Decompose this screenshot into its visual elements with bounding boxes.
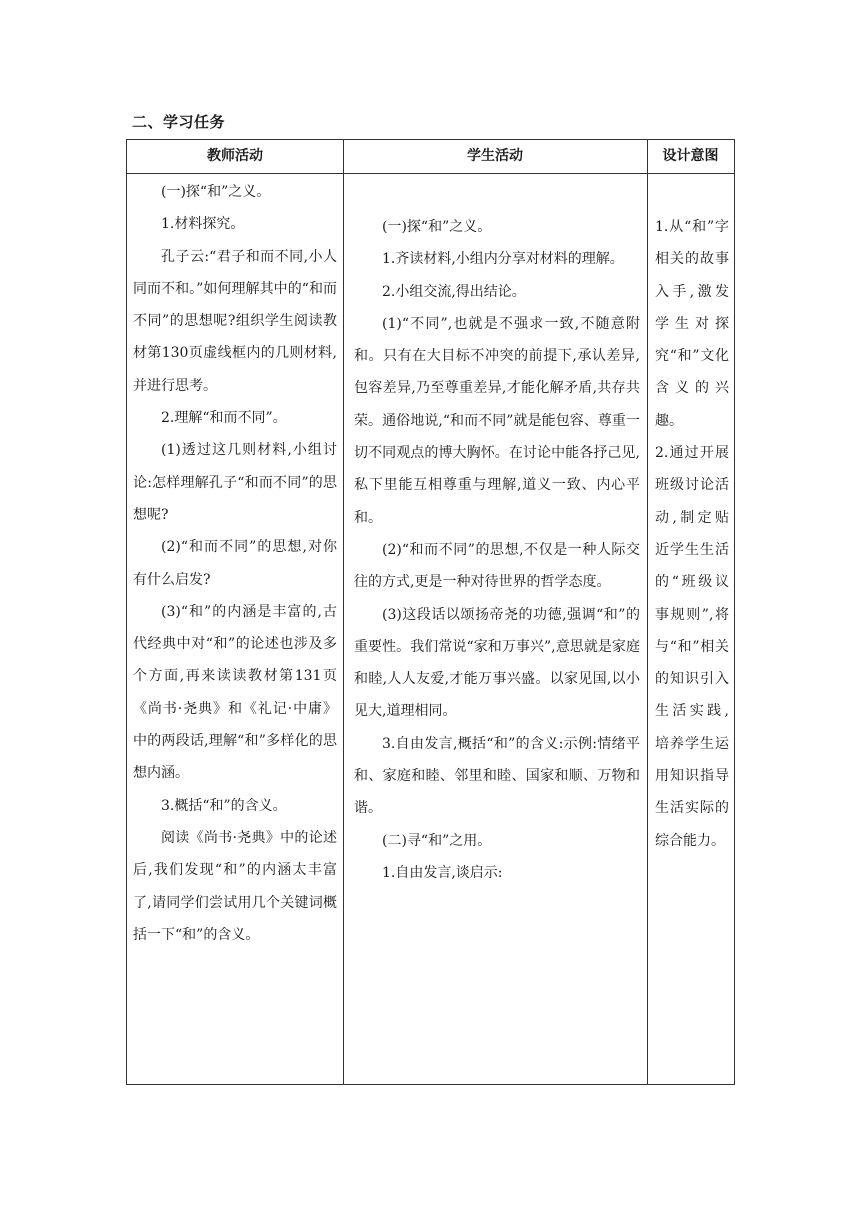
- teacher-paragraph: (一)探“和”之义。: [161, 184, 271, 200]
- task-table: [126, 139, 735, 1085]
- student-paragraph: (一)探“和”之义。: [382, 219, 492, 235]
- teacher-paragraph: (2)“和而不同”的思想,对你有什么启发?: [133, 539, 337, 588]
- teacher-paragraph: 阅读《尚书·尧典》中的论述后,我们发现“和”的内涵太丰富了,请同学们尝试用几个关键词概括一下“和”的含义。: [133, 829, 337, 943]
- student-paragraph: (3)这段话以颂扬帝尧的功德,强调“和”的重要性。我们常说“家和万事兴”,意思就是家庭和睦,人人友爱,才能万事兴盛。以家见国,以小见大,道理相同。: [354, 606, 640, 720]
- header-design-intent: 设计意图: [662, 148, 719, 164]
- design-intent-cell: [655, 211, 729, 857]
- student-activity-cell: [354, 211, 640, 889]
- teacher-activity-cell: [133, 176, 337, 951]
- student-paragraph: 1.齐读材料,小组内分享对材料的理解。: [382, 251, 624, 268]
- header-student-activity: 学生活动: [467, 148, 523, 164]
- teacher-paragraph: 3.概括“和”的含义。: [161, 797, 287, 814]
- student-paragraph: 3.自由发言,概括“和”的含义:示例:情绪平和、家庭和睦、邻里和睦、国家和顺、万物和谐。: [354, 735, 640, 817]
- header-teacher-activity: 教师活动: [207, 148, 263, 164]
- student-paragraph: (二)寻“和”之用。: [382, 832, 492, 849]
- header-divider: [127, 173, 734, 174]
- teacher-paragraph: 2.理解“和而不同”。: [161, 410, 287, 427]
- teacher-paragraph: 孔子云:“君子和而不同,小人同而不和。”如何理解其中的“和而不同”的思想呢?组织学生阅读教材第130页虚线框内的几则材料,并进行思考。: [133, 248, 337, 394]
- section-title: 二、学习任务: [132, 113, 226, 131]
- column-divider: [343, 140, 344, 1084]
- student-paragraph: 2.小组交流,得出结论。: [382, 283, 526, 300]
- teacher-paragraph: (3)“和”的内涵是丰富的,古代经典中对“和”的论述也涉及多个方面,再来读读教材第131页《尚书·尧典》和《礼记·中庸》中的两段话,理解“和”多样化的思想内涵。: [133, 603, 337, 782]
- student-paragraph: (2)“和而不同”的思想,不仅是一种人际交往的方式,更是一种对待世界的哲学态度。: [354, 541, 640, 591]
- design-paragraph: 2.通过开展班级讨论活动,制定贴近学生生活的“班级议事规则”,将与“和”相关的知识引入生活实践,培养学生运用知识指导生活实际的综合能力。: [655, 445, 729, 849]
- student-paragraph: (1)“不同”,也就是不强求一致,不随意附和。只有在大目标不冲突的前提下,承认差异,包容差异,乃至尊重差异,才能化解矛盾,共存共荣。通俗地说,“和而不同”就是能包容、尊重一切不同观点的博大胸怀。在讨论中能各抒己见,私下里能互相尊重与理解,道义一致、内心平和。: [354, 315, 640, 526]
- teacher-paragraph: 1.材料探究。: [161, 216, 245, 233]
- teacher-paragraph: (1)透过这几则材料,小组讨论:怎样理解孔子“和而不同”的思想呢?: [133, 442, 337, 523]
- column-divider: [647, 140, 648, 1084]
- student-paragraph: 1.自由发言,谈启示:: [382, 864, 503, 881]
- design-paragraph: 1.从“和”字相关的故事入手,激发学生对探究“和”文化含义的兴趣。: [655, 219, 729, 429]
